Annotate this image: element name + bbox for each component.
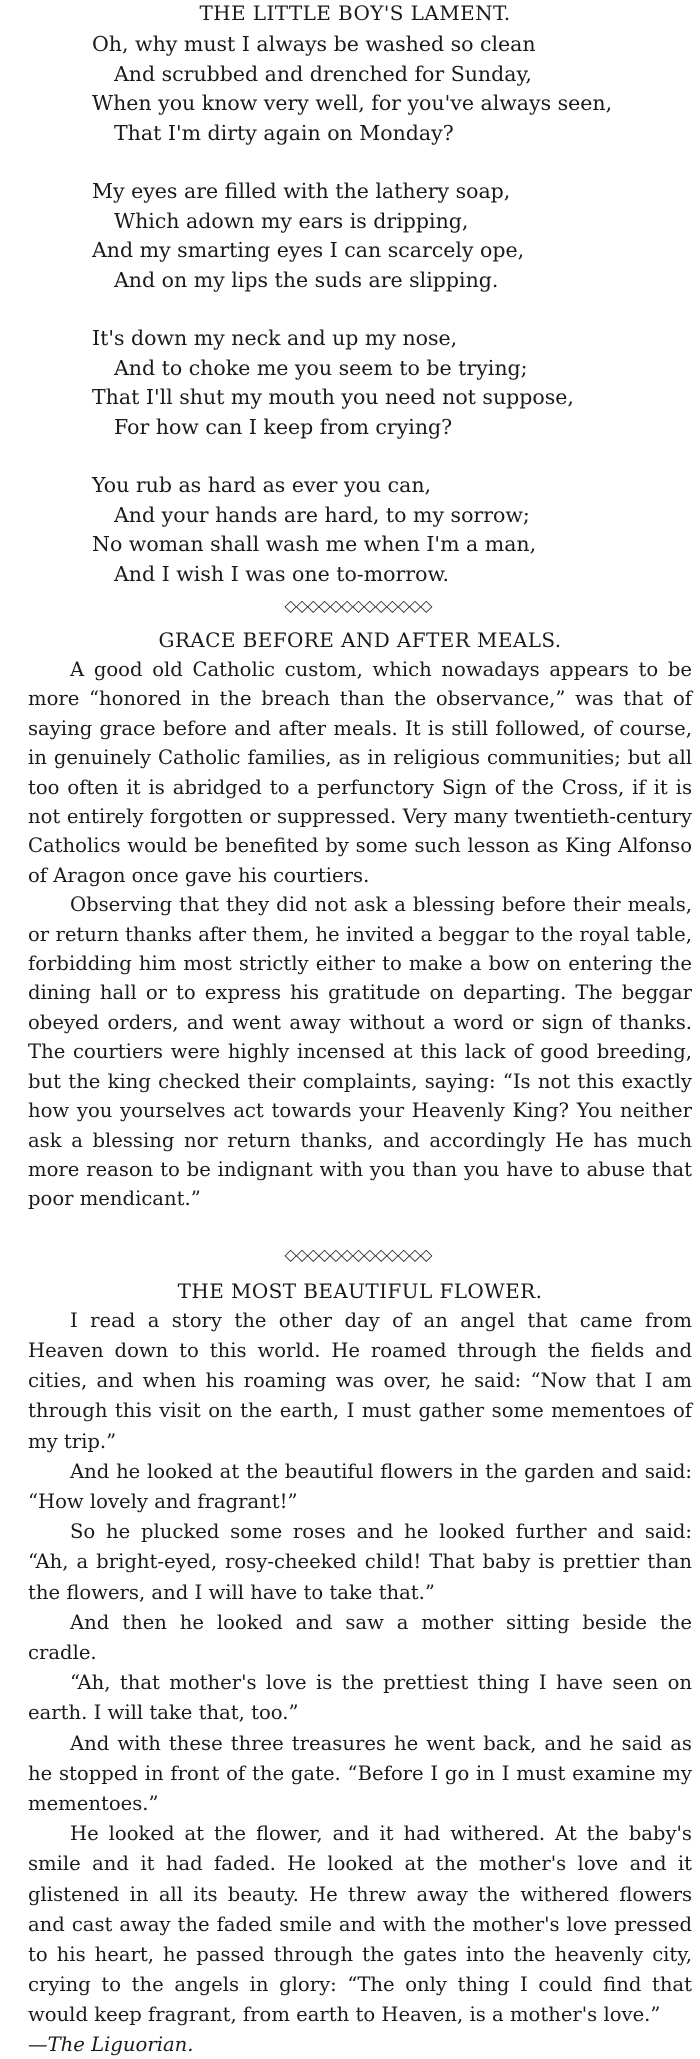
stanza: [92, 177, 692, 295]
poem-line: And I wish I was one to-morrow.: [114, 561, 450, 586]
source-citation: —The Liguorian.: [28, 2032, 194, 2056]
stanza: [92, 471, 692, 589]
poem-line: It's down my neck and up my nose,: [92, 326, 458, 350]
stanza: [92, 30, 692, 148]
poem-line: That I'm dirty again on Monday?: [114, 120, 454, 145]
article-title: THE MOST BEAUTIFUL FLOWER.: [177, 1278, 543, 1303]
paragraph: A good old Catholic custom, which nowadays appears to be more “honored in the breach than the observance,” was that of saying grace before and after meals. It is still followed, of course, in genuinely Catholic families, as in religious communities; but all too often it is abridged to a perfunctory Sign of the Cross, if it is not entirely forgotten or suppressed. Very many twentieth-century Catholics would be benefited by some such lesson as King Alfonso of Aragon once gave his courtiers.: [28, 658, 692, 887]
article-title: GRACE BEFORE AND AFTER MEALS.: [158, 628, 562, 652]
article-grace-before-after-meals: [28, 627, 692, 1214]
poem: [28, 30, 692, 589]
paragraph: I read a story the other day of an angel that came from Heaven down to this world. He roamed through the fields and cities, and when his roaming was over, he said: “Now that I am through this visit on the earth, I must gather some mementoes of my trip.”: [28, 1308, 692, 1453]
paragraph: And then he looked and saw a mother sitting beside the cradle.: [28, 1610, 692, 1664]
paragraph: And with these three treasures he went back, and he said as he stopped in front of the gate. “Before I go in I must examine my mementoes.”: [28, 1731, 692, 1815]
paragraph: So he plucked some roses and he looked further and said: “Ah, a bright-eyed, rosy-cheeked child! That baby is prettier than the flowers, and I will have to take that.”: [28, 1520, 692, 1604]
poem-line: And my smarting eyes I can scarcely ope,: [92, 238, 525, 262]
paragraph: He looked at the flower, and it had withered. At the baby's smile and it had faded. He looked at the mother's love and it glistened in all its beauty. He threw away the withered flowers and cast away the faded smile and with the mother's love pressed to his heart, he passed through the gates into the heavenly city, crying to the angels in glory: “The only thing I could find that would keep fragrant, from earth to Heaven, is a mother's love.”: [28, 1822, 692, 2027]
poem-line: Which adown my ears is dripping,: [114, 208, 469, 233]
article-little-boys-lament: [28, 0, 692, 589]
poem-line: For how can I keep from crying?: [114, 414, 453, 439]
paragraph: And he looked at the beautiful flowers in the garden and said: “How lovely and fragrant!”: [28, 1459, 692, 1513]
stanza: [92, 324, 692, 442]
paragraph: “Ah, that mother's love is the prettiest thing I have seen on earth. I will take that, too.”: [28, 1671, 692, 1725]
poem-line: And on my lips the suds are slipping.: [114, 267, 499, 292]
poem-line: And to choke me you seem to be trying;: [114, 355, 528, 380]
poem-line: And your hands are hard, to my sorrow;: [114, 502, 530, 527]
section-divider: ◇◇◇◇◇◇◇◇◇◇◇◇◇: [284, 1244, 432, 1264]
poem-line: You rub as hard as ever you can,: [92, 473, 432, 497]
article-most-beautiful-flower: [28, 1278, 692, 2059]
section-divider: ◇◇◇◇◇◇◇◇◇◇◇◇◇: [284, 596, 432, 615]
poem-line: My eyes are filled with the lathery soap,: [92, 179, 511, 203]
poem-line: That I'll shut my mouth you need not suppose,: [92, 385, 574, 409]
paragraph: Observing that they did not ask a blessing before their meals, or return thanks after them, he invited a beggar to the royal table, forbidding him most strictly either to make a bow on entering the dining hall or to express his gratitude on departing. The beggar obeyed orders, and went away without a word or sign of thanks. The courtiers were highly incensed at this lack of good breeding, but the king checked their complaints, saying: “Is not this exactly how you yourselves act towards your Heavenly King? You neither ask a blessing nor return thanks, and accordingly He has much more reason to be indignant with you than you have to abuse that poor mendicant.”: [28, 893, 692, 1211]
poem-line: And scrubbed and drenched for Sunday,: [114, 61, 532, 86]
article-title: THE LITTLE BOY'S LAMENT.: [199, 1, 511, 25]
poem-line: No woman shall wash me when I'm a man,: [92, 532, 537, 556]
poem-line: When you know very well, for you've always seen,: [92, 91, 613, 115]
poem-line: Oh, why must I always be washed so clean: [92, 32, 536, 56]
